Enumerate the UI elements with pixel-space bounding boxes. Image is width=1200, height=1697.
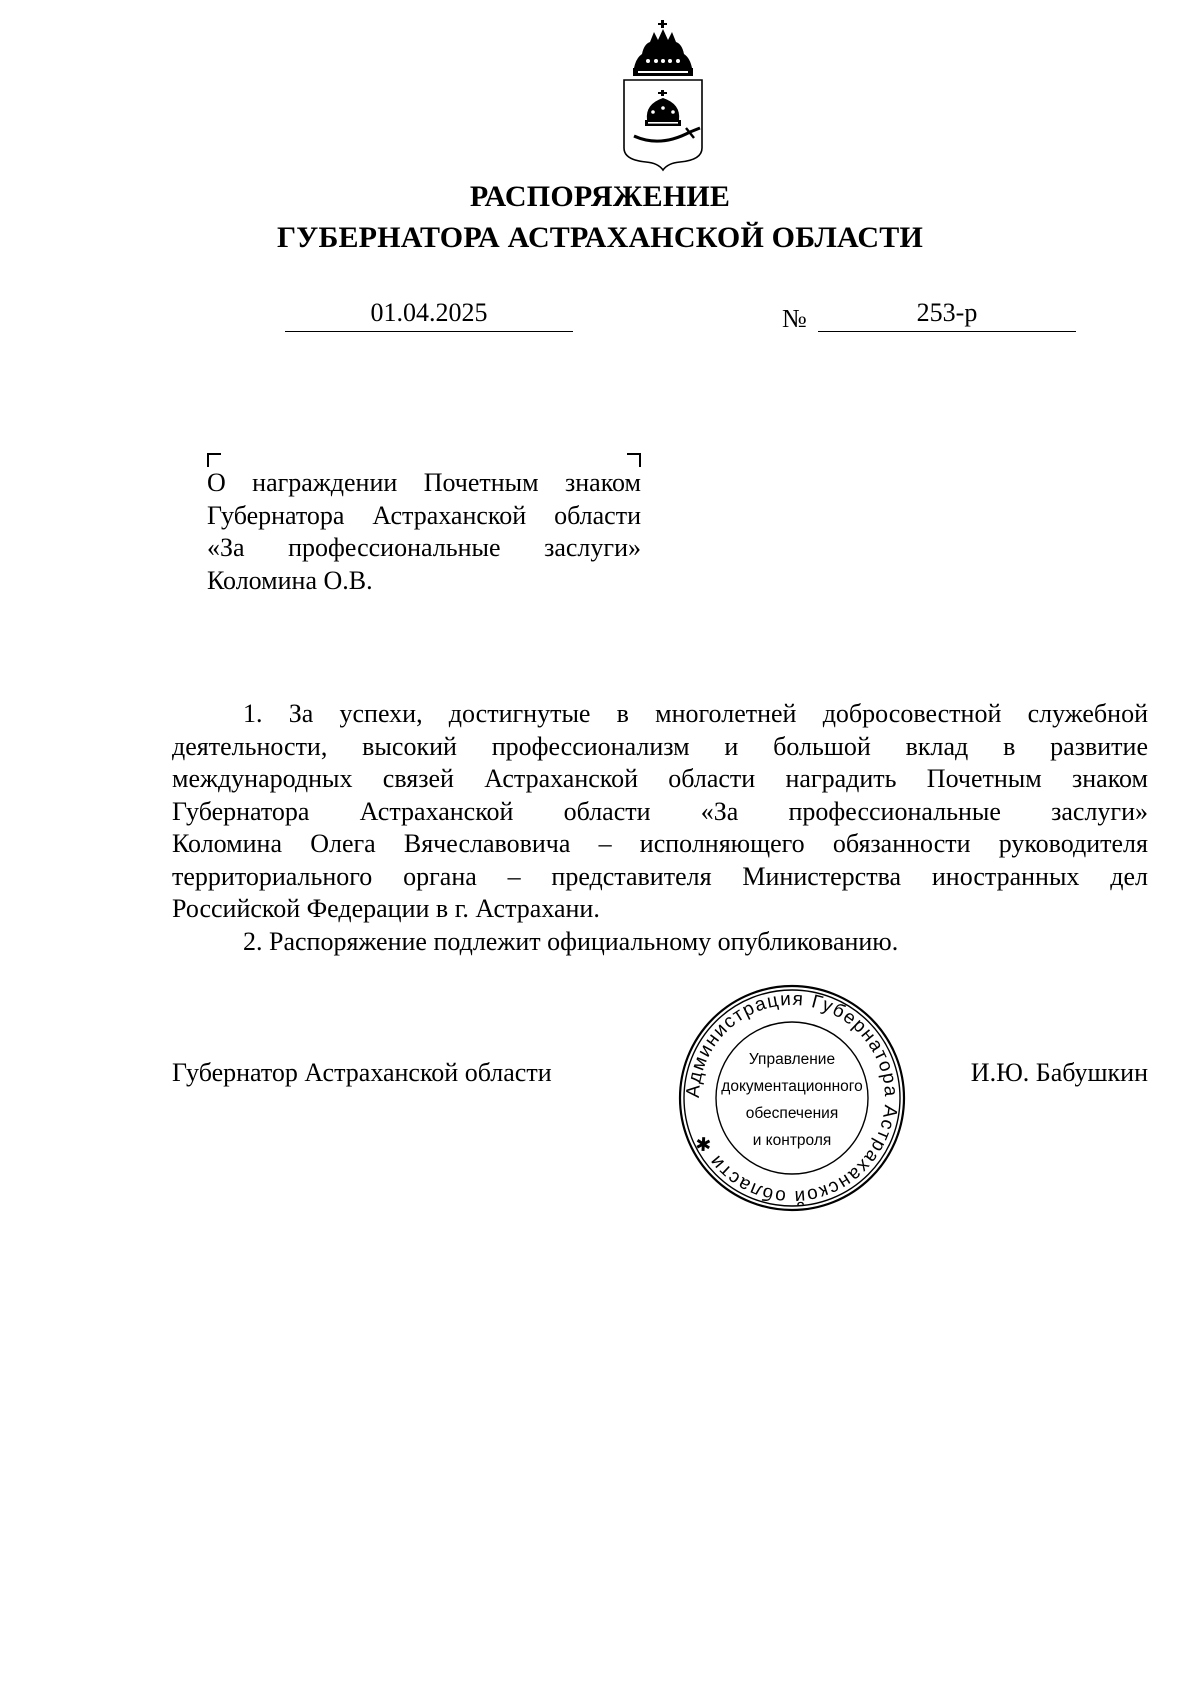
body-line: 1. За успехи, достигнутые в многолетней добросовестной служебной	[243, 699, 1148, 728]
subject-line: «За профессиональные заслуги»	[207, 533, 641, 562]
body-line: Коломина Олега Вячеславовича – исполняющего обязанности руководителя	[172, 829, 1148, 858]
document-number: 253-р	[916, 298, 978, 327]
seal-inner-line: документационного	[721, 1078, 863, 1095]
body-line: деятельности, высокий профессионализм и большой вклад в развитие	[172, 731, 1148, 761]
document-date: 01.04.2025	[370, 298, 488, 327]
subject-corner-right-icon	[627, 453, 641, 467]
body-line: территориального органа – представителя Министерства иностранных дел	[172, 861, 1148, 891]
seal-ring-text: Администрация Губернатора Астраханской области ✱	[682, 988, 902, 1208]
date-underline	[285, 331, 573, 332]
seal-inner-line: Управление	[748, 1051, 836, 1068]
subject-line: Губернатора Астраханской области	[207, 500, 641, 530]
document-body	[172, 698, 1148, 958]
subject-line: Коломина О.В.	[207, 565, 373, 595]
body-line: Губернатора Астраханской области «За профессиональные заслуги»	[172, 796, 1148, 826]
issuer-title: ГУБЕРНАТОРА АСТРАХАНСКОЙ ОБЛАСТИ	[276, 221, 924, 254]
subject-line: О награждении Почетным знаком	[207, 468, 641, 497]
signatory-title: Губернатор Астраханской области	[172, 1058, 552, 1087]
document-type-title: РАСПОРЯЖЕНИЕ	[469, 180, 731, 213]
seal-inner-line: обеспечения	[745, 1105, 839, 1122]
document-subject	[207, 467, 641, 597]
body-line: международных связей Астраханской области наградить Почетным знаком	[172, 764, 1148, 793]
subject-corner-left-icon	[207, 453, 221, 467]
number-sign: №	[782, 304, 807, 333]
body-line: Российской Федерации в г. Астрахани.	[172, 894, 600, 923]
seal-inner-line: и контроля	[752, 1132, 832, 1149]
coat-of-arms-icon	[620, 20, 706, 172]
number-underline	[818, 331, 1076, 332]
seal-inner-text	[712, 1046, 872, 1154]
signatory-name: И.Ю. Бабушкин	[970, 1058, 1148, 1087]
body-line: 2. Распоряжение подлежит официальному опубликованию.	[243, 926, 899, 956]
